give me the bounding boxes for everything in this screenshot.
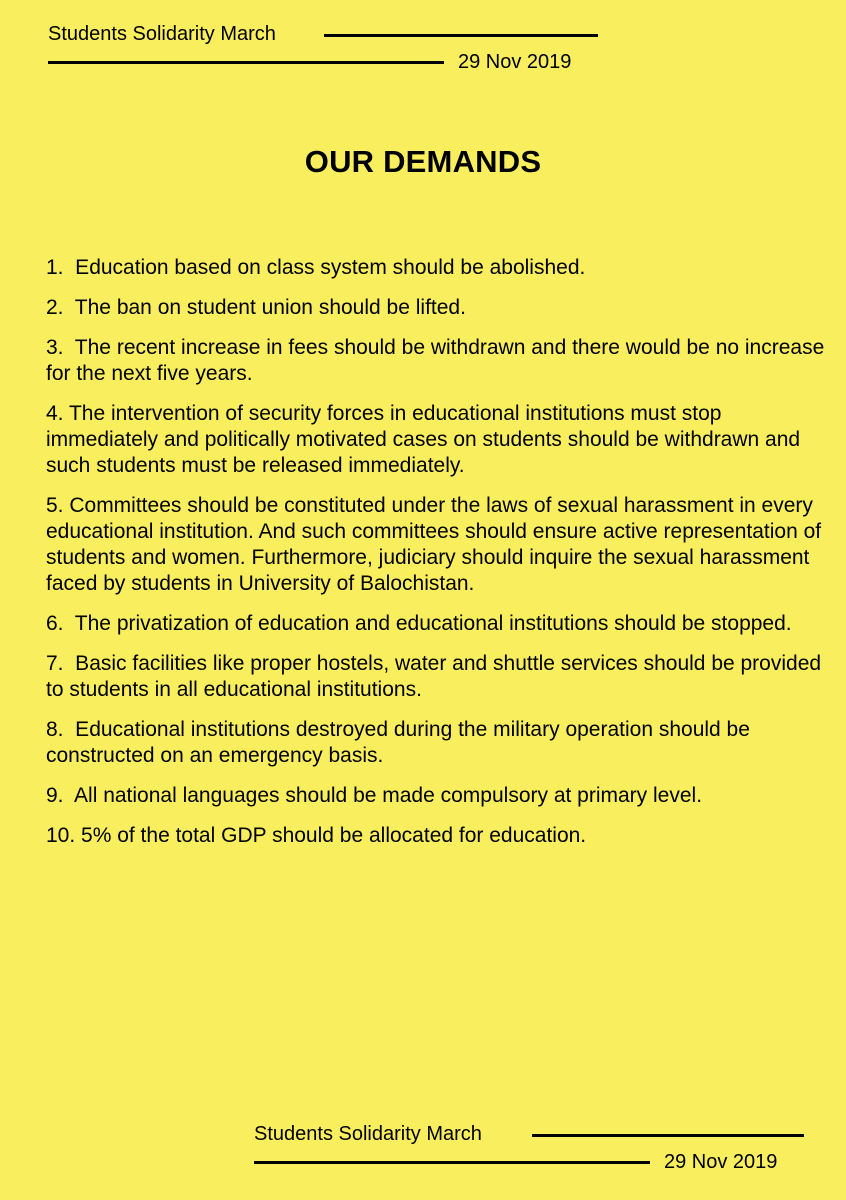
demand-item-3: 3. The recent increase in fees should be withdrawn and there would be no increase for the next five years. bbox=[46, 336, 831, 385]
footer-rule-upper bbox=[532, 1134, 804, 1137]
demands-list bbox=[46, 255, 831, 863]
header-date: 29 Nov 2019 bbox=[458, 51, 572, 73]
demand-item-1: 1. Education based on class system should be abolished. bbox=[46, 256, 586, 279]
page-title: OUR DEMANDS bbox=[304, 144, 542, 179]
demand-item-2: 2. The ban on student union should be lifted. bbox=[46, 296, 466, 319]
footer-date: 29 Nov 2019 bbox=[664, 1151, 778, 1173]
header-masthead bbox=[48, 16, 608, 80]
footer-rule-lower bbox=[254, 1161, 650, 1164]
demand-item-6: 6. The privatization of education and educational institutions should be stopped. bbox=[46, 612, 792, 635]
footer-masthead bbox=[254, 1116, 814, 1180]
footer-title: Students Solidarity March bbox=[254, 1123, 482, 1145]
demand-item-4: 4. The intervention of security forces in educational institutions must stop immediately and politically motivated cases on students should be withdrawn and such students must be released immediately. bbox=[46, 402, 806, 477]
demand-item-5: 5. Committees should be constituted under the laws of sexual harassment in every educational institution. And such committees should ensure active representation of students and women. Furthermore, judiciary should inquire the sexual harassment faced by students in University of Balochistan. bbox=[46, 494, 827, 595]
header-title: Students Solidarity March bbox=[48, 23, 276, 45]
demand-item-9: 9. All national languages should be made compulsory at primary level. bbox=[46, 784, 703, 807]
demand-item-7: 7. Basic facilities like proper hostels, water and shuttle services should be provided to students in all educational institutions. bbox=[46, 652, 827, 701]
header-rule-lower bbox=[48, 61, 444, 64]
demand-item-10: 10. 5% of the total GDP should be allocated for education. bbox=[46, 824, 587, 847]
header-rule-upper bbox=[324, 34, 598, 37]
demand-item-8: 8. Educational institutions destroyed during the military operation should be constructed on an emergency basis. bbox=[46, 718, 756, 767]
